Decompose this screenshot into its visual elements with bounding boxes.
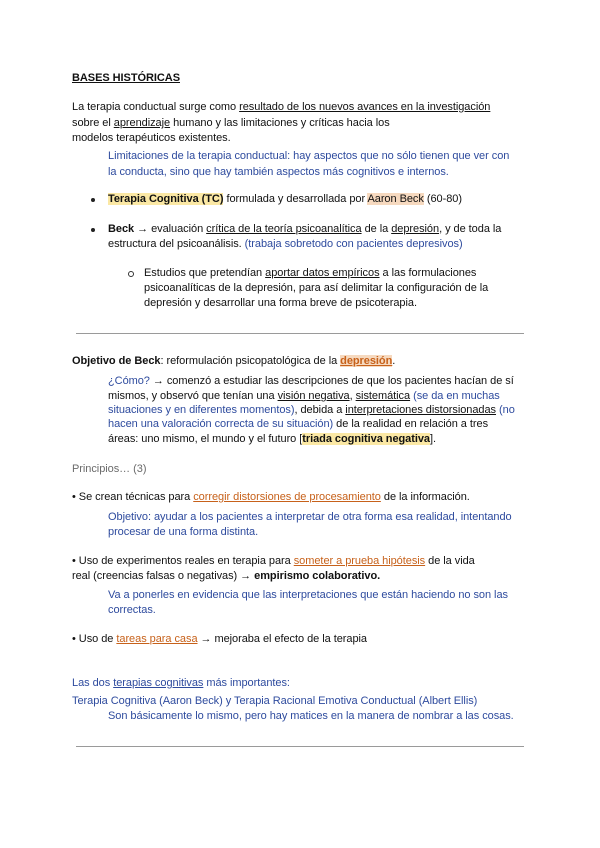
bullet-dot [91,198,95,202]
sub-bullet-circle [128,271,134,277]
principle-1: • Se crean técnicas para corregir distorsiones de procesamiento de la información. [72,491,470,503]
sub-bullet-line-3: depresión y desarrollar una forma breve de psicoterapia. [144,297,417,309]
limitaciones-note-line-2: la conducta, sino que hay también aspectos más cognitivos e internos. [108,166,449,178]
principle-2-note-line-1: Va a ponerles en evidencia que las interpretaciones que están haciendo no son las [108,589,508,601]
sub-bullet-line-1: Estudios que pretendían aportar datos empíricos a las formulaciones [144,267,477,279]
objetivo-line: Objetivo de Beck: reformulación psicopatológica de la depresión. [72,355,396,367]
horizontal-divider-bottom [76,746,524,747]
principle-1-note-line-1: Objetivo: ayudar a los pacientes a interpretar de otra forma esa realidad, intentando [108,511,512,523]
dos-terapias-heading: Las dos terapias cognitivas más importantes: [72,677,290,689]
principios-label: Principios… (3) [72,463,147,475]
como-line-4: hacen una valoración correcta de su situación) de la realidad en relación a tres [108,418,489,430]
dos-terapias-line-3: Son básicamente lo mismo, pero hay matices en la manera de nombrar a las cosas. [108,710,514,722]
bullet-dot [91,228,95,232]
principle-2-note-line-2: correctas. [108,604,156,616]
principle-1-note-line-2: procesar de una forma distinta. [108,526,259,538]
sub-bullet-line-2: psicoanalíticas de la depresión, para así delimitar la configuración de la [144,282,489,294]
principle-3: • Uso de tareas para casa → mejoraba el efecto de la terapia [72,633,367,645]
como-line-5: áreas: uno mismo, el mundo y el futuro [triada cognitiva negativa]. [108,433,437,445]
intro-line-1: La terapia conductual surge como resultado de los nuevos avances en la investigación [72,101,491,113]
como-line-1: ¿Cómo? → comenzó a estudiar las descripciones de que los pacientes hacían de sí [108,375,514,387]
bullet-terapia-cognitiva: Terapia Cognitiva (TC) formulada y desarrollada por Aaron Beck (60-80) [108,193,462,205]
bullet-beck-line-1: Beck → evaluación crítica de la teoría psicoanalítica de la depresión, y de toda la [108,223,502,235]
dos-terapias-line-2: Terapia Cognitiva (Aaron Beck) y Terapia Racional Emotiva Conductual (Albert Ellis) [72,695,478,707]
section-heading: BASES HISTÓRICAS [72,72,180,84]
principle-2-line-2: real (creencias falsas o negativas) → empirismo colaborativo. [72,570,381,582]
intro-line-2: sobre el aprendizaje humano y las limitaciones y críticas hacia los [72,117,390,129]
limitaciones-note-line-1: Limitaciones de la terapia conductual: hay aspectos que no sólo tienen que ver con [108,150,510,162]
principle-3-link[interactable]: tareas para casa [116,633,198,645]
principle-2-line-1: • Uso de experimentos reales en terapia para someter a prueba hipótesis de la vida [72,555,475,567]
como-line-3: situaciones y en diferentes momentos), debida a interpretaciones distorsionadas (no [108,404,515,416]
horizontal-divider [76,333,524,334]
principle-1-link[interactable]: corregir distorsiones de procesamiento [193,491,381,503]
intro-line-3: modelos terapéuticos existentes. [72,132,231,144]
como-line-2: mismos, y observó que tenían una visión negativa, sistemática (se da en muchas [108,390,500,402]
bullet-beck-line-2: estructura del psicoanálisis. (trabaja sobretodo con pacientes depresivos) [108,238,463,250]
principle-2-link[interactable]: someter a prueba hipótesis [293,555,426,567]
